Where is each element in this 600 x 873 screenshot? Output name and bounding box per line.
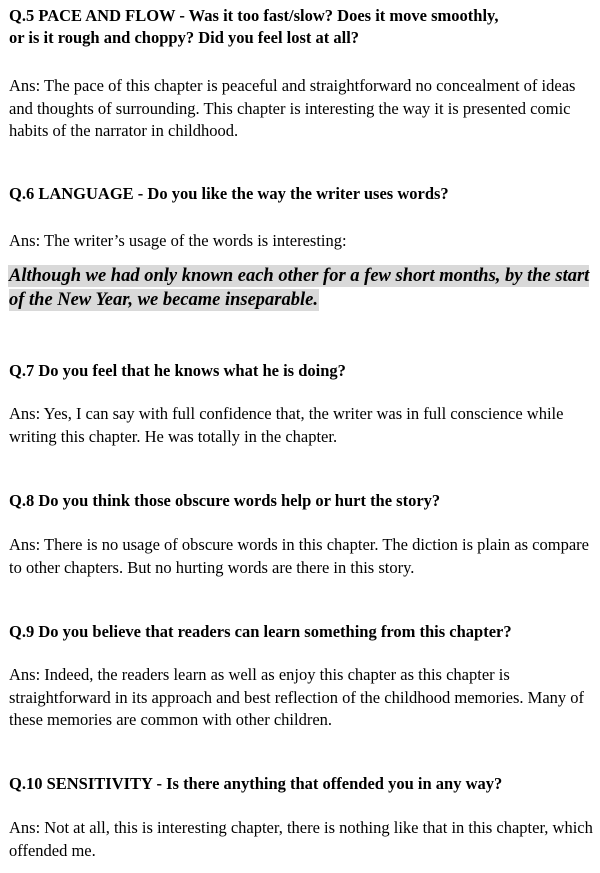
question-7-heading: Q.7 Do you feel that he knows what he is doing? (9, 361, 346, 380)
highlighted-quote (9, 264, 597, 312)
question-5-heading-line-2: or is it rough and choppy? Did you feel lost at all? (9, 28, 360, 47)
highlighted-quote-text: Although we had only known each other for a few short months, by the start of the New Year, we became inseparable. (9, 266, 590, 310)
question-10-heading: Q.10 SENSITIVITY - Is there anything that offended you in any way? (9, 774, 503, 793)
answer-7: Ans: Yes, I can say with full confidence that, the writer was in full conscience while writing this chapter. He was totally in the chapter. (9, 404, 564, 446)
answer-5: Ans: The pace of this chapter is peaceful and straightforward no concealment of ideas and thoughts of surrounding. This chapter is interesting the way it is presented comic habits of the narrator in childhood. (9, 76, 576, 140)
question-8-heading: Q.8 Do you think those obscure words help or hurt the story? (9, 491, 441, 510)
answer-6: Ans: The writer’s usage of the words is interesting: (9, 231, 347, 250)
answer-10: Ans: Not at all, this is interesting chapter, there is nothing like that in this chapter, which offended me. (9, 818, 593, 860)
answer-9: Ans: Indeed, the readers learn as well as enjoy this chapter as this chapter is straightforward in its approach and best reflection of the childhood memories. Many of these memories are common with other children. (9, 665, 585, 729)
answer-8: Ans: There is no usage of obscure words in this chapter. The diction is plain as compare to other chapters. But no hurting words are there in this story. (9, 535, 589, 577)
question-6-heading: Q.6 LANGUAGE - Do you like the way the writer uses words? (9, 184, 449, 203)
question-9-heading: Q.9 Do you believe that readers can learn something from this chapter? (9, 622, 512, 641)
question-5-block (9, 5, 597, 49)
question-5-heading-line-1: Q.5 PACE AND FLOW - Was it too fast/slow? Does it move smoothly, (9, 6, 499, 25)
